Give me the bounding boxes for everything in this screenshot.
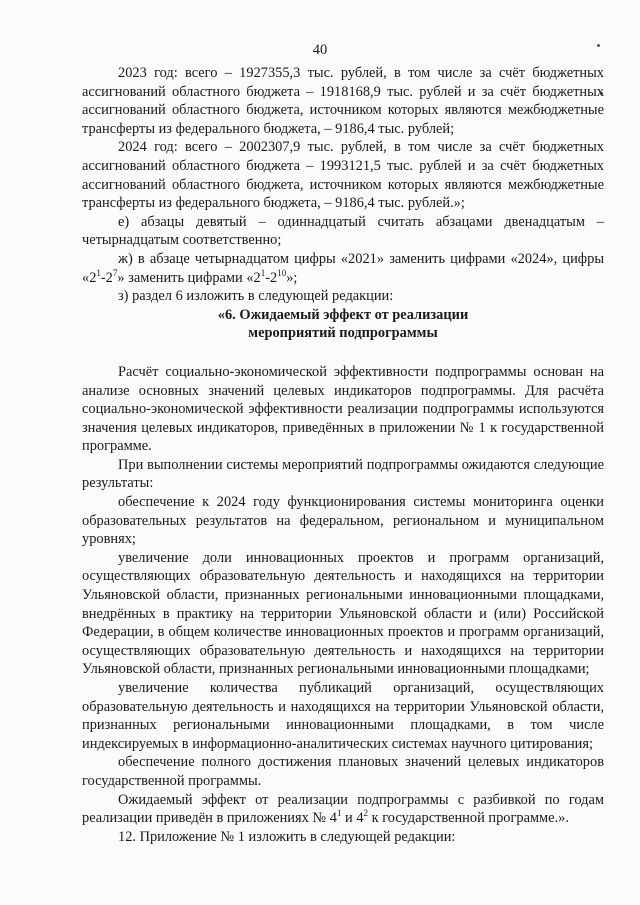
section-title-line2: мероприятий подпрограммы	[248, 325, 438, 342]
text-run: »;	[286, 269, 298, 286]
superscript: 10	[277, 267, 287, 278]
text-run: Ожидаемый эффект от реализации подпрограммы с разбивкой по годам реализации приведён в приложениях № 4	[82, 791, 604, 827]
superscript: 7	[112, 267, 118, 278]
paragraph-appendix: 12. Приложение № 1 изложить в следующей редакции:	[118, 828, 456, 845]
scan-speck	[597, 44, 600, 47]
text-run: и 4	[341, 810, 364, 827]
section-paragraph: увеличение количества публикаций организаций, осуществляющих образовательную деятельность и находящихся на территории Ульяновской области, признанных региональными инновационными площадками, в том числе индексируемых в информационно-аналитических системах научного цитирования;	[82, 680, 604, 752]
text-run: -2	[265, 269, 278, 286]
text-run: ж) в абзаце четырнадцатом цифры «2021» заменить цифрами «2024», цифры «2	[82, 250, 604, 286]
paragraph-2023: 2023 год: всего – 1927355,3 тыс. рублей, в том числе за счёт бюджетных ассигнований областного бюджета – 1918168,9 тыс. рублей и за счёт бюджетных ассигнований областного бюджета, источником которых являются межбюджетные трансферты из федерального бюджета, – 9186,4 тыс. рублей;	[82, 65, 604, 137]
superscript: 2	[363, 808, 369, 819]
section-paragraph: Расчёт социально-экономической эффективности подпрограммы основан на анализе основных значений целевых индикаторов подпрограммы. Для расчёта социально-экономической эффективности реализации подпрограммы используются значения целевых индикаторов, приведённых в приложении № 1 к государственной программе.	[82, 363, 604, 455]
page-number: 40	[312, 42, 328, 58]
section-paragraph: обеспечение к 2024 году функционирования системы мониторинга оценки образовательных результатов на федеральном, региональном и муниципальном уровнях;	[82, 494, 604, 548]
paragraph-zh	[82, 250, 604, 287]
document-body	[82, 64, 604, 846]
section-paragraph: обеспечение полного достижения плановых значений целевых индикаторов государственной программы.	[82, 754, 604, 789]
spacer	[82, 343, 604, 363]
paragraph-effect	[82, 791, 604, 828]
superscript: 1	[260, 267, 266, 278]
section-paragraph: При выполнении системы мероприятий подпрограммы ожидаются следующие результаты:	[82, 456, 604, 492]
paragraph-z: з) раздел 6 изложить в следующей редакции:	[118, 288, 394, 305]
superscript: 1	[336, 808, 342, 819]
text-run: -2	[100, 269, 113, 286]
paragraph-2024: 2024 год: всего – 2002307,9 тыс. рублей, в том числе за счёт бюджетных ассигнований областного бюджета – 1993121,5 тыс. рублей и за счёт бюджетных ассигнований областного бюджета, источником которых являются межбюджетные трансферты из федерального бюджета, – 9186,4 тыс. рублей.»;	[82, 139, 604, 212]
text-run: к государственной программе.».	[368, 810, 569, 827]
superscript: 1	[96, 267, 101, 278]
paragraph-e: е) абзацы девятый – одиннадцатый считать абзацами двенадцатым – четырнадцатым соответственно;	[82, 213, 604, 249]
text-run: » заменить цифрами «2	[117, 269, 261, 286]
section-paragraph: увеличение доли инновационных проектов и программ организаций, осуществляющих образовательную деятельность и находящихся на территории Ульяновской области, признанных региональными инновационными площадками, внедрённых в практику на территории Ульяновской области и (или) Российской Федерации, в общем количестве инновационных проектов и программ организаций, осуществляющих образовательную деятельность и находящихся на территории Ульяновской области, признанных региональными инновационными площадками;	[82, 549, 604, 678]
section-title: «6. Ожидаемый эффект от реализации	[217, 306, 469, 323]
